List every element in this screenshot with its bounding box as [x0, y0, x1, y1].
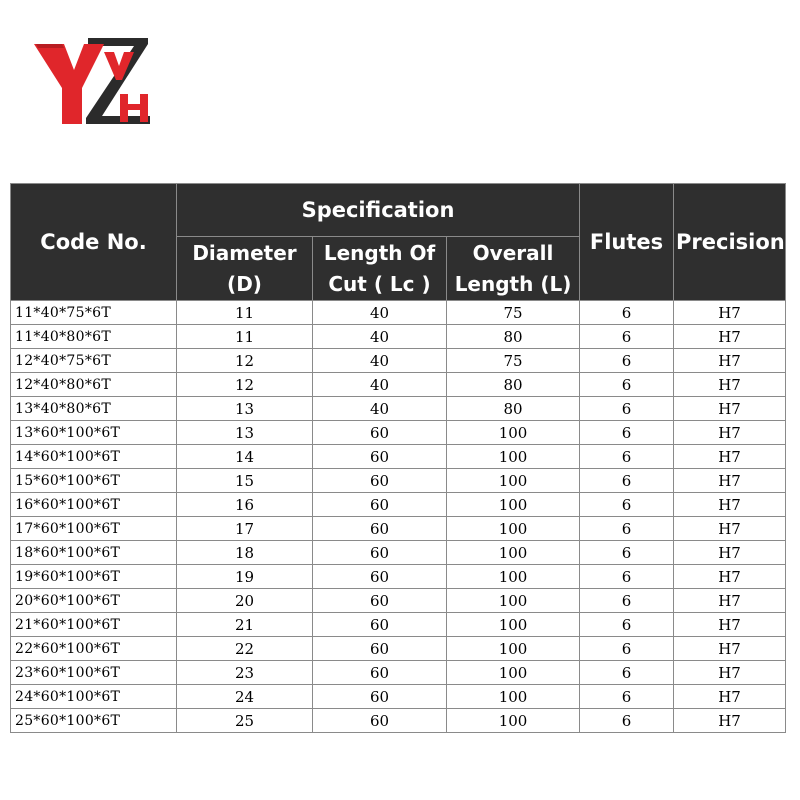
cell-precision: H7: [674, 349, 786, 373]
cell-length-of-cut: 40: [313, 397, 447, 421]
cell-length-of-cut: 40: [313, 301, 447, 325]
cell-length-of-cut: 60: [313, 637, 447, 661]
cell-flutes: 6: [580, 373, 674, 397]
cell-diameter: 21: [177, 613, 313, 637]
cell-overall-length: 100: [447, 589, 580, 613]
cell-diameter: 15: [177, 469, 313, 493]
cell-diameter: 19: [177, 565, 313, 589]
cell-precision: H7: [674, 373, 786, 397]
cell-code: 17*60*100*6T: [11, 517, 177, 541]
cell-precision: H7: [674, 637, 786, 661]
cell-precision: H7: [674, 685, 786, 709]
col-header-diameter: Diameter (D): [177, 237, 313, 301]
cell-length-of-cut: 60: [313, 709, 447, 733]
cell-overall-length: 80: [447, 397, 580, 421]
cell-overall-length: 100: [447, 421, 580, 445]
cell-overall-length: 100: [447, 517, 580, 541]
cell-overall-length: 100: [447, 541, 580, 565]
table-row: [11, 589, 786, 613]
table-row: [11, 613, 786, 637]
table-row: [11, 541, 786, 565]
cell-overall-length: 100: [447, 637, 580, 661]
cell-code: 15*60*100*6T: [11, 469, 177, 493]
table-row: [11, 685, 786, 709]
cell-flutes: 6: [580, 493, 674, 517]
brand-logo: [30, 30, 155, 135]
cell-code: 21*60*100*6T: [11, 613, 177, 637]
cell-code: 22*60*100*6T: [11, 637, 177, 661]
table-row: [11, 565, 786, 589]
cell-length-of-cut: 40: [313, 325, 447, 349]
cell-flutes: 6: [580, 541, 674, 565]
cell-precision: H7: [674, 325, 786, 349]
table-row: [11, 661, 786, 685]
cell-diameter: 20: [177, 589, 313, 613]
cell-overall-length: 100: [447, 565, 580, 589]
cell-code: 23*60*100*6T: [11, 661, 177, 685]
cell-flutes: 6: [580, 397, 674, 421]
cell-diameter: 13: [177, 397, 313, 421]
cell-length-of-cut: 60: [313, 421, 447, 445]
cell-overall-length: 80: [447, 325, 580, 349]
cell-diameter: 24: [177, 685, 313, 709]
cell-flutes: 6: [580, 469, 674, 493]
cell-overall-length: 100: [447, 469, 580, 493]
cell-diameter: 18: [177, 541, 313, 565]
cell-code: 14*60*100*6T: [11, 445, 177, 469]
cell-code: 16*60*100*6T: [11, 493, 177, 517]
cell-code: 24*60*100*6T: [11, 685, 177, 709]
cell-flutes: 6: [580, 709, 674, 733]
cell-flutes: 6: [580, 445, 674, 469]
cell-diameter: 12: [177, 349, 313, 373]
cell-flutes: 6: [580, 589, 674, 613]
cell-length-of-cut: 60: [313, 541, 447, 565]
cell-precision: H7: [674, 445, 786, 469]
cell-overall-length: 100: [447, 685, 580, 709]
cell-code: 13*60*100*6T: [11, 421, 177, 445]
cell-length-of-cut: 40: [313, 373, 447, 397]
cell-diameter: 22: [177, 637, 313, 661]
cell-overall-length: 100: [447, 661, 580, 685]
table-row: [11, 493, 786, 517]
col-header-overall-length: Overall Length (L): [447, 237, 580, 301]
cell-flutes: 6: [580, 421, 674, 445]
cell-flutes: 6: [580, 661, 674, 685]
table-row: [11, 445, 786, 469]
cell-code: 11*40*80*6T: [11, 325, 177, 349]
cell-overall-length: 75: [447, 349, 580, 373]
table-row: [11, 709, 786, 733]
cell-precision: H7: [674, 301, 786, 325]
cell-code: 12*40*75*6T: [11, 349, 177, 373]
cell-diameter: 16: [177, 493, 313, 517]
cell-precision: H7: [674, 565, 786, 589]
cell-flutes: 6: [580, 349, 674, 373]
cell-overall-length: 100: [447, 445, 580, 469]
cell-flutes: 6: [580, 565, 674, 589]
table-row: [11, 517, 786, 541]
table-row: [11, 349, 786, 373]
cell-diameter: 11: [177, 301, 313, 325]
cell-precision: H7: [674, 517, 786, 541]
cell-length-of-cut: 60: [313, 469, 447, 493]
table-row: [11, 469, 786, 493]
cell-length-of-cut: 60: [313, 517, 447, 541]
cell-diameter: 25: [177, 709, 313, 733]
table-row: [11, 301, 786, 325]
cell-precision: H7: [674, 421, 786, 445]
cell-overall-length: 100: [447, 493, 580, 517]
cell-length-of-cut: 60: [313, 589, 447, 613]
cell-code: 19*60*100*6T: [11, 565, 177, 589]
cell-precision: H7: [674, 541, 786, 565]
cell-precision: H7: [674, 613, 786, 637]
cell-diameter: 11: [177, 325, 313, 349]
cell-length-of-cut: 60: [313, 493, 447, 517]
cell-flutes: 6: [580, 301, 674, 325]
table-row: [11, 397, 786, 421]
col-header-precision: Precision: [674, 184, 786, 301]
cell-diameter: 14: [177, 445, 313, 469]
spec-table: [10, 183, 786, 733]
cell-length-of-cut: 60: [313, 445, 447, 469]
cell-diameter: 13: [177, 421, 313, 445]
cell-code: 13*40*80*6T: [11, 397, 177, 421]
cell-length-of-cut: 60: [313, 565, 447, 589]
cell-code: 18*60*100*6T: [11, 541, 177, 565]
table-row: [11, 325, 786, 349]
table-row: [11, 421, 786, 445]
col-header-flutes: Flutes: [580, 184, 674, 301]
cell-flutes: 6: [580, 685, 674, 709]
cell-flutes: 6: [580, 613, 674, 637]
cell-length-of-cut: 40: [313, 349, 447, 373]
table-row: [11, 373, 786, 397]
cell-code: 20*60*100*6T: [11, 589, 177, 613]
cell-overall-length: 75: [447, 301, 580, 325]
cell-diameter: 17: [177, 517, 313, 541]
yzh-logo-icon: [30, 30, 155, 135]
cell-precision: H7: [674, 661, 786, 685]
cell-precision: H7: [674, 397, 786, 421]
col-header-length-of-cut: Length Of Cut ( Lc ): [313, 237, 447, 301]
cell-length-of-cut: 60: [313, 613, 447, 637]
col-header-code: Code No.: [11, 184, 177, 301]
cell-overall-length: 100: [447, 613, 580, 637]
cell-length-of-cut: 60: [313, 661, 447, 685]
col-header-specification: Specification: [177, 184, 580, 237]
cell-precision: H7: [674, 493, 786, 517]
cell-code: 12*40*80*6T: [11, 373, 177, 397]
cell-length-of-cut: 60: [313, 685, 447, 709]
cell-precision: H7: [674, 589, 786, 613]
table-row: [11, 637, 786, 661]
cell-diameter: 12: [177, 373, 313, 397]
cell-flutes: 6: [580, 517, 674, 541]
cell-precision: H7: [674, 469, 786, 493]
cell-precision: H7: [674, 709, 786, 733]
cell-code: 25*60*100*6T: [11, 709, 177, 733]
cell-overall-length: 80: [447, 373, 580, 397]
cell-flutes: 6: [580, 325, 674, 349]
cell-overall-length: 100: [447, 709, 580, 733]
cell-diameter: 23: [177, 661, 313, 685]
cell-flutes: 6: [580, 637, 674, 661]
cell-code: 11*40*75*6T: [11, 301, 177, 325]
